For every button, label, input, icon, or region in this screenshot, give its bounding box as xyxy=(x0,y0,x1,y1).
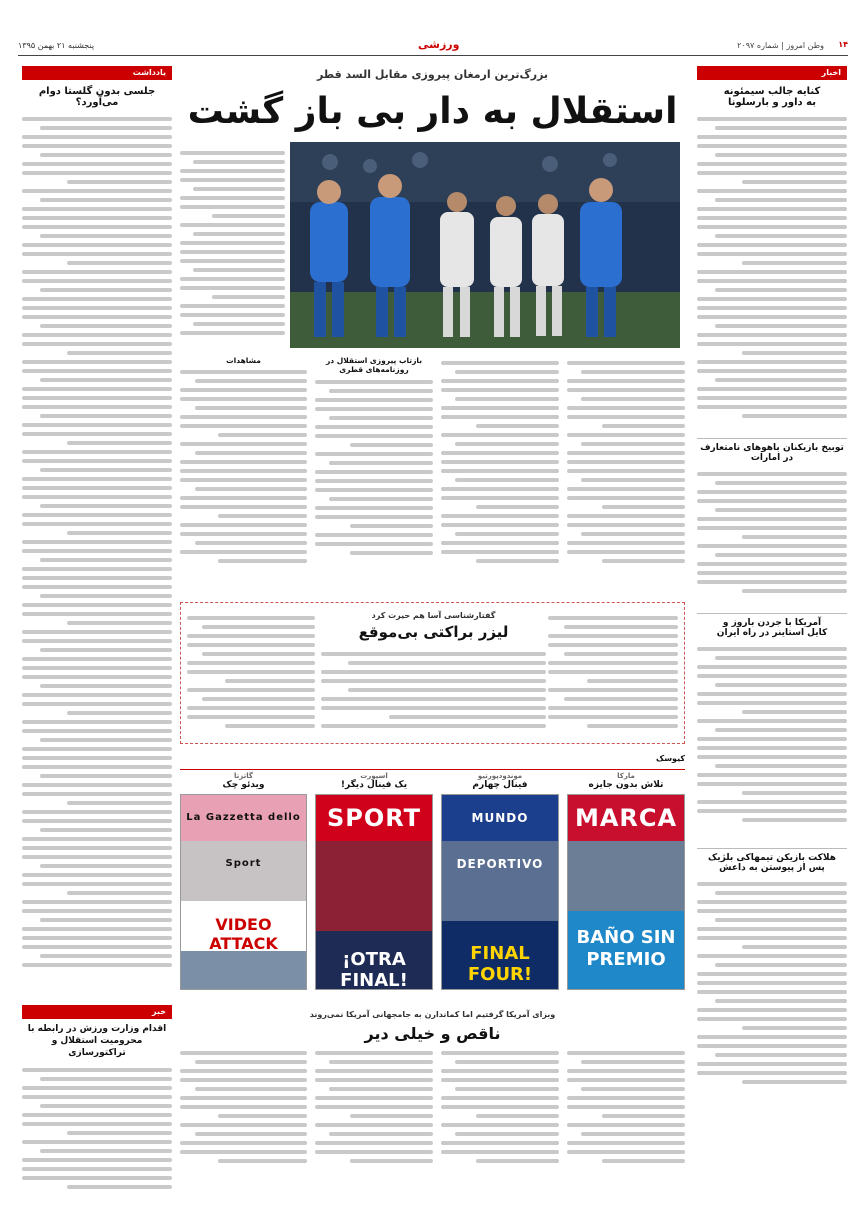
cover-masthead: La Gazzetta dello Sport xyxy=(181,795,306,841)
cover-title: یک فینال دیگر! xyxy=(340,780,408,790)
box-column-middle xyxy=(321,647,546,739)
left-news-box xyxy=(22,1005,172,1213)
publication-date: پنجشنبه ۲۱ بهمن ۱۳۹۵ xyxy=(18,41,95,50)
cover-title: فینال چهارم xyxy=(472,780,528,790)
main-story-body xyxy=(180,356,685,588)
cover-image xyxy=(180,794,307,990)
news-item-title: آمریکا با جردن باروز و xyxy=(697,613,847,628)
news-item-title: اقدام وزارت ورزش در رابطه با محرومیت استقلال و تراکتورسازی xyxy=(27,1024,167,1058)
cover-banner: BAÑO SIN PREMIO xyxy=(568,911,684,990)
news-label: خبر xyxy=(22,1005,172,1019)
news-item-body xyxy=(697,112,847,432)
issue-info: وطن امروز | شماره ۲۰۹۷ xyxy=(737,41,824,50)
players-celebration-image xyxy=(290,142,680,348)
column-subhead: مشاهدات xyxy=(226,356,261,365)
opinion-body xyxy=(22,112,172,1042)
cover-mundo xyxy=(441,772,559,1004)
opinion-label: یادداشت xyxy=(22,66,172,80)
bottom-story-body xyxy=(180,1046,685,1186)
body-column-3 xyxy=(315,356,433,588)
news-item-title: کایل استاینر در راه ایران xyxy=(716,628,828,638)
page-number: ۱۴ xyxy=(838,40,848,49)
kiosk-header xyxy=(180,752,685,770)
news-item-title: پس از پیوستن به داعش xyxy=(719,863,825,873)
cover-marca xyxy=(567,772,685,1004)
main-kicker: بزرگ‌ترین ارمغان پیروزی مقابل السد قطر xyxy=(316,68,549,81)
cover-gazzetta xyxy=(180,772,307,1004)
right-news-column xyxy=(697,66,847,1117)
news-item-body xyxy=(697,877,847,1117)
opinion-title: جلسی بدون گلستا دوام می‌آورد؟ xyxy=(38,86,156,108)
box-headline: لیزر براکتی بی‌موقع xyxy=(358,623,509,641)
paragraph-subtitle: بازتاب پیروزی استقلال در روزنامه‌های قطری xyxy=(325,356,423,375)
box-column-right xyxy=(548,611,678,739)
main-headline: استقلال به دار بی باز گشت xyxy=(187,91,678,132)
cover-masthead: SPORT xyxy=(316,795,432,841)
page-header xyxy=(18,38,848,56)
cover-banner: FINAL FOUR! xyxy=(442,921,558,990)
cover-image xyxy=(441,794,559,990)
news-item-title: توبیخ بازیکنان باهوهای نامتعارف در امارات xyxy=(697,438,847,463)
body-column-2 xyxy=(441,356,559,588)
news-item-body xyxy=(697,642,847,842)
kiosk-label: کیوسک xyxy=(656,754,685,763)
cover-paper-name: اسپورت xyxy=(360,772,388,780)
cover-paper-name: موندودپورتیو xyxy=(477,772,523,780)
box-kicker: گفتارشناسی آسا هم حیرت کرد xyxy=(371,611,496,620)
box-column-left xyxy=(187,611,315,739)
news-item-body xyxy=(697,467,847,607)
cover-banner: VIDEO ATTACK xyxy=(181,901,306,951)
left-opinion-column xyxy=(22,66,172,1042)
news-item-body xyxy=(22,1063,172,1213)
bottom-kicker: وبزای آمریکا گرفتیم اما کماندارن به جامجهانی آمریکا نمی‌روند xyxy=(309,1010,556,1019)
body-column-4 xyxy=(180,356,307,588)
main-story-column xyxy=(180,146,285,348)
bottom-column-3 xyxy=(315,1046,433,1186)
cover-sport xyxy=(315,772,433,1004)
cover-image xyxy=(315,794,433,990)
boxed-story xyxy=(180,602,685,744)
cover-title: تلاش بدون جایزه xyxy=(588,780,664,790)
cover-paper-name: مارکا xyxy=(617,772,635,780)
bottom-headline: ناقص و خیلی دیر xyxy=(364,1024,501,1043)
bottom-column-4 xyxy=(180,1046,307,1186)
news-label: اخبار xyxy=(697,66,847,80)
cover-masthead: MUNDO DEPORTIVO xyxy=(442,795,558,841)
section-logo: ورزشی xyxy=(418,38,460,51)
cover-image xyxy=(567,794,685,990)
body-column-1 xyxy=(567,356,685,588)
cover-title: ویدئو چک xyxy=(222,780,265,790)
bottom-column-2 xyxy=(441,1046,559,1186)
news-item-title: به داور و بارسلونا xyxy=(728,97,816,108)
cover-masthead: MARCA xyxy=(568,795,684,841)
news-item-title: کنایه جالب سیمئونه xyxy=(723,86,821,97)
kiosk-covers xyxy=(180,772,685,1004)
news-item-title: هلاکت بازیکن تیمهاکی بلژیک xyxy=(697,848,847,863)
bottom-column-1 xyxy=(567,1046,685,1186)
cover-banner: ¡OTRA FINAL! xyxy=(316,931,432,990)
match-photo xyxy=(290,142,680,348)
cover-paper-name: گاتزتا xyxy=(234,772,253,780)
